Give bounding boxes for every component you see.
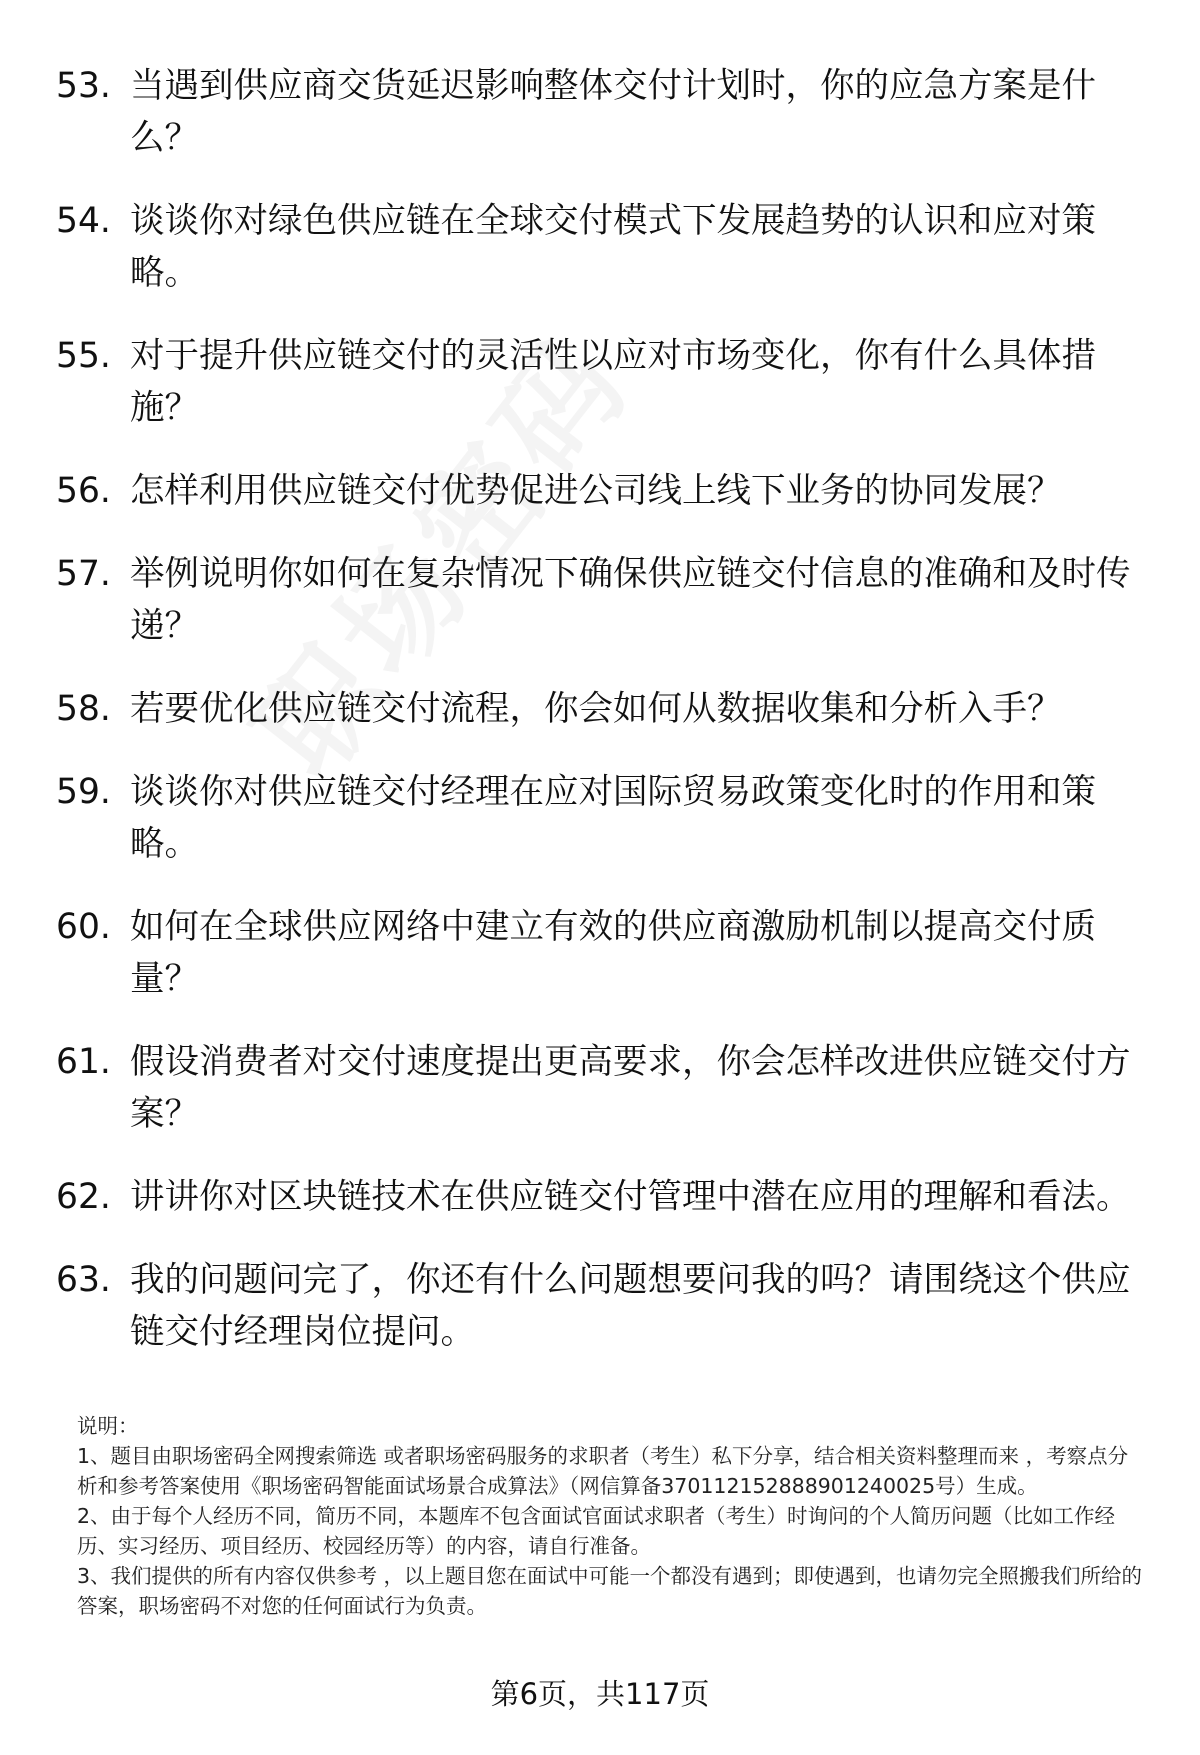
question-item [56, 548, 1146, 652]
question-item [56, 683, 1146, 735]
question-number: 53. [56, 66, 111, 106]
question-text: 我的问题问完了，你还有什么问题想要问我的吗？请围绕这个供应链交付经理岗位提问。 [130, 1260, 1131, 1352]
question-item [56, 901, 1146, 1005]
page-footer [0, 1674, 1200, 1714]
question-number: 57. [56, 554, 111, 594]
question-item [56, 465, 1146, 517]
page-number-label: 第6页，共117页 [490, 1677, 710, 1711]
question-number: 56. [56, 471, 111, 511]
question-item [56, 195, 1146, 299]
notes-heading: 说明： [77, 1414, 139, 1438]
question-item [56, 1036, 1146, 1140]
question-item [56, 60, 1146, 164]
question-number: 60. [56, 907, 111, 947]
question-number: 59. [56, 772, 111, 812]
question-list [56, 60, 1146, 1389]
question-number: 55. [56, 336, 111, 376]
question-text: 举例说明你如何在复杂情况下确保供应链交付信息的准确和及时传递？ [130, 554, 1131, 646]
question-text: 若要优化供应链交付流程，你会如何从数据收集和分析入手？ [130, 689, 1062, 729]
question-number: 61. [56, 1042, 111, 1082]
question-number: 54. [56, 201, 111, 241]
question-text: 如何在全球供应网络中建立有效的供应商激励机制以提高交付质量？ [130, 907, 1096, 999]
note-item: 2、由于每个人经历不同，简历不同，本题库不包含面试官面试求职者（考生）时询问的个人简历问题（比如工作经历、实习经历、项目经历、校园经历等）的内容，请自行准备。 [77, 1504, 1116, 1558]
notes-section [77, 1411, 1147, 1621]
question-text: 假设消费者对交付速度提出更高要求，你会怎样改进供应链交付方案？ [130, 1042, 1131, 1134]
question-item [56, 766, 1146, 870]
question-number: 63. [56, 1260, 111, 1300]
question-item [56, 1254, 1146, 1358]
question-text: 怎样利用供应链交付优势促进公司线上线下业务的协同发展？ [130, 471, 1062, 511]
note-item: 3、我们提供的所有内容仅供参考 ，以上题目您在面试中可能一个都没有遇到；即使遇到，也请勿完全照搬我们所给的答案，职场密码不对您的任何面试行为负责。 [77, 1564, 1143, 1618]
question-number: 58. [56, 689, 111, 729]
question-number: 62. [56, 1177, 111, 1217]
question-text: 讲讲你对区块链技术在供应链交付管理中潜在应用的理解和看法。 [130, 1177, 1131, 1217]
question-text: 谈谈你对绿色供应链在全球交付模式下发展趋势的认识和应对策略。 [130, 201, 1096, 293]
question-text: 谈谈你对供应链交付经理在应对国际贸易政策变化时的作用和策略。 [130, 772, 1096, 864]
question-text: 当遇到供应商交货延迟影响整体交付计划时，你的应急方案是什么？ [130, 66, 1096, 158]
question-item [56, 1171, 1146, 1223]
question-item [56, 330, 1146, 434]
question-text: 对于提升供应链交付的灵活性以应对市场变化，你有什么具体措施？ [130, 336, 1096, 428]
note-item: 1、题目由职场密码全网搜索筛选 或者职场密码服务的求职者（考生）私下分享，结合相关资料整理而来 ，考察点分析和参考答案使用《职场密码智能面试场景合成算法》（网信算备370112152888901240025号）生成。 [77, 1444, 1129, 1498]
